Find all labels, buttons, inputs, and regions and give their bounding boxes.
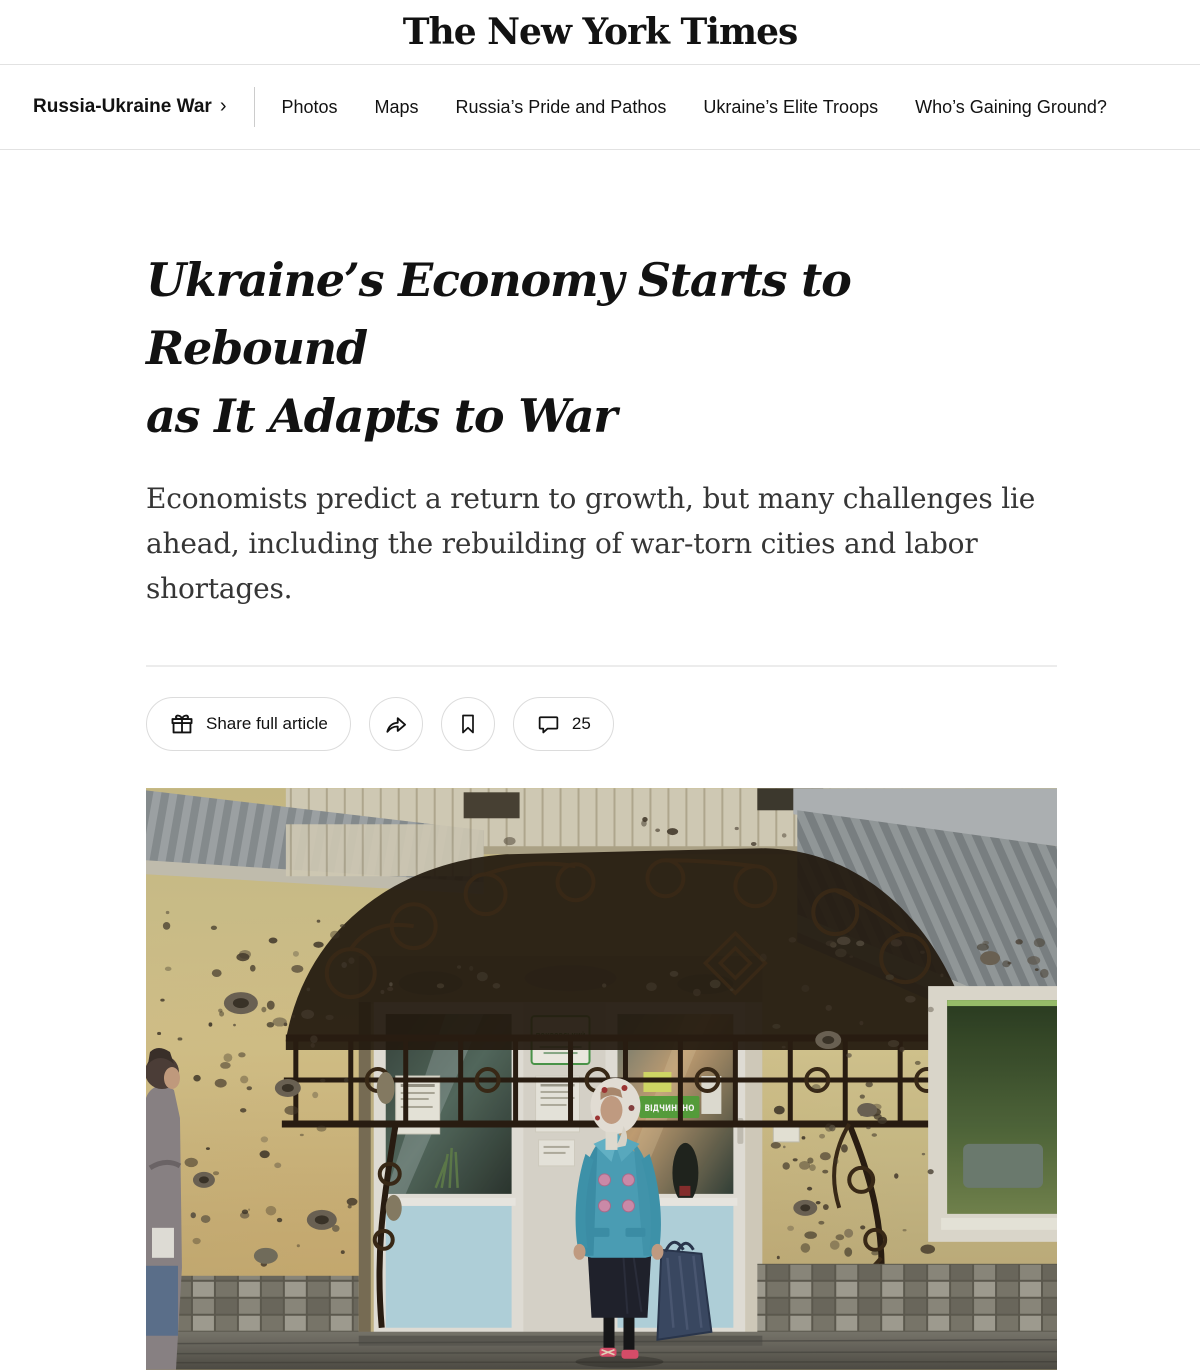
article	[146, 246, 1057, 1370]
comment-count: 25	[571, 714, 591, 733]
article-summary: Economists predict a return to growth, but many challenges lie ahead, including the rebuilding of war-torn cities and labor shortages.	[146, 482, 1036, 605]
gift-icon	[169, 711, 195, 737]
bookmark-icon	[456, 712, 480, 736]
nav-divider	[254, 87, 255, 127]
headline-line-1: Ukraine’s Economy Starts to Rebound	[146, 253, 851, 375]
article-toolbar	[146, 697, 1057, 751]
divider-rule	[146, 665, 1057, 667]
save-bookmark-button[interactable]	[441, 697, 495, 751]
share-arrow-icon	[383, 711, 409, 737]
headline-line-2: as It Adapts to War	[146, 389, 617, 443]
nav-item-elite-troops[interactable]: Ukraine’s Elite Troops	[703, 96, 879, 117]
chevron-right-icon: ›	[219, 95, 227, 117]
nav-section-label: Russia-Ukraine War	[33, 96, 212, 117]
nyt-logo[interactable]: The New York Times	[402, 11, 798, 53]
nav-item-photos[interactable]: Photos	[281, 96, 338, 117]
nav-item-maps[interactable]: Maps	[374, 96, 419, 117]
svg-text:ВІДЧИНЕНО: ВІДЧИНЕНО	[644, 1103, 695, 1114]
lead-photo-art	[146, 788, 1057, 1370]
share-full-article-button[interactable]	[146, 697, 351, 751]
article-headline	[146, 246, 1057, 450]
section-nav	[0, 64, 1200, 150]
comments-button[interactable]	[513, 697, 614, 751]
share-full-article-label: Share full article	[206, 714, 328, 733]
photo-vignette	[146, 788, 1057, 1369]
nav-links	[281, 97, 1106, 118]
masthead	[0, 0, 1200, 64]
share-button[interactable]	[369, 697, 423, 751]
nav-section-title[interactable]	[33, 96, 226, 118]
nav-item-gaining-ground[interactable]: Who’s Gaining Ground?	[915, 96, 1107, 117]
nav-item-pride-pathos[interactable]: Russia’s Pride and Pathos	[455, 96, 667, 117]
lead-photo	[146, 788, 1057, 1370]
comment-bubble-icon	[536, 712, 561, 737]
